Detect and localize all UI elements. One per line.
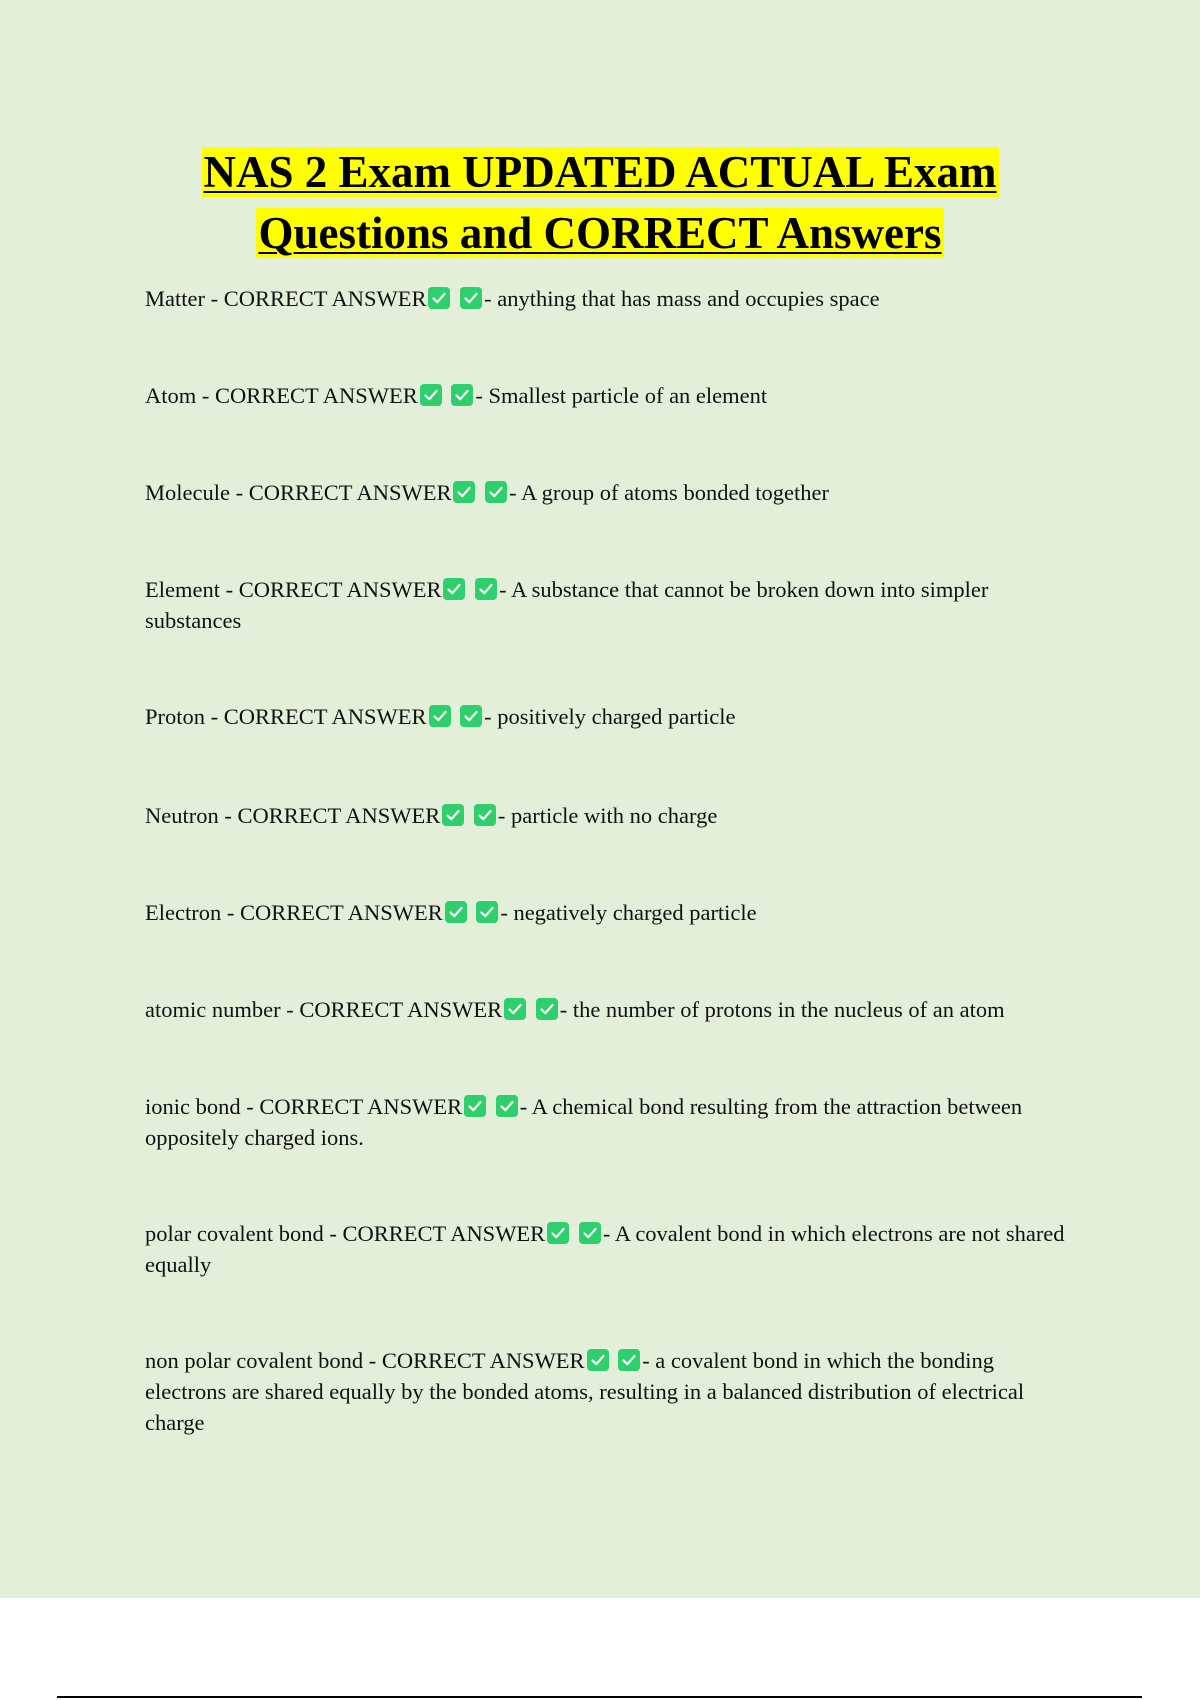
qa-item xyxy=(145,380,1080,411)
qa-term: Element xyxy=(145,577,220,602)
qa-answer: - the number of protons in the nucleus of an atom xyxy=(559,997,1005,1022)
qa-term: atomic number xyxy=(145,997,281,1022)
qa-answer: - A covalent bond in which electrons are not shared equally xyxy=(145,1221,1065,1277)
check-mark-icon xyxy=(420,384,442,406)
qa-term: Proton xyxy=(145,704,206,729)
check-mark-icon xyxy=(476,901,498,923)
check-mark-icon xyxy=(451,384,473,406)
qa-answer: - positively charged particle xyxy=(484,704,736,729)
qa-term: Molecule xyxy=(145,480,230,505)
qa-item xyxy=(145,800,1080,831)
check-mark-icon xyxy=(475,578,497,600)
qa-separator: - CORRECT ANSWER xyxy=(368,1348,585,1373)
qa-item xyxy=(145,1091,1080,1153)
check-mark-icon xyxy=(504,998,526,1020)
qa-separator: - CORRECT ANSWER xyxy=(246,1094,463,1119)
check-mark-icon xyxy=(474,804,496,826)
check-mark-icon xyxy=(443,578,465,600)
check-mark-icon xyxy=(442,804,464,826)
qa-item xyxy=(145,283,1080,314)
check-mark-icon xyxy=(453,481,475,503)
check-mark-icon xyxy=(460,287,482,309)
qa-term: Neutron xyxy=(145,803,219,828)
footer-divider xyxy=(57,1696,1142,1698)
check-mark-icon xyxy=(547,1222,569,1244)
qa-separator: - CORRECT ANSWER xyxy=(224,803,441,828)
check-mark-icon xyxy=(428,287,450,309)
qa-separator: - CORRECT ANSWER xyxy=(329,1221,546,1246)
qa-item xyxy=(145,1345,1080,1438)
qa-term: ionic bond xyxy=(145,1094,241,1119)
qa-item xyxy=(145,994,1080,1025)
qa-separator: - CORRECT ANSWER xyxy=(201,383,418,408)
qa-answer: - negatively charged particle xyxy=(500,900,757,925)
document-title xyxy=(0,142,1200,264)
check-mark-icon xyxy=(485,481,507,503)
qa-item xyxy=(145,1218,1080,1280)
check-mark-icon xyxy=(496,1095,518,1117)
qa-term: Electron xyxy=(145,900,222,925)
qa-answer: - A substance that cannot be broken down into simpler substances xyxy=(145,577,989,633)
qa-answer: - a covalent bond in which the bonding electrons are shared equally by the bonded atoms, resulting in a balanced distribution of electrical charge xyxy=(145,1348,1025,1435)
qa-separator: - CORRECT ANSWER xyxy=(235,480,452,505)
title-line-1: NAS 2 Exam UPDATED ACTUAL Exam xyxy=(203,147,997,197)
qa-answer: - A chemical bond resulting from the attraction between oppositely charged ions. xyxy=(145,1094,1023,1150)
qa-item xyxy=(145,574,1080,636)
qa-separator: - CORRECT ANSWER xyxy=(226,900,443,925)
check-mark-icon xyxy=(536,998,558,1020)
qa-answer: - particle with no charge xyxy=(497,803,718,828)
qa-answer: - Smallest particle of an element xyxy=(475,383,768,408)
qa-item xyxy=(145,701,1080,732)
check-mark-icon xyxy=(587,1349,609,1371)
check-mark-icon xyxy=(429,705,451,727)
check-mark-icon xyxy=(445,901,467,923)
qa-term: polar covalent bond xyxy=(145,1221,324,1246)
qa-separator: - CORRECT ANSWER xyxy=(286,997,503,1022)
check-mark-icon xyxy=(579,1222,601,1244)
qa-term: Atom xyxy=(145,383,197,408)
qa-separator: - CORRECT ANSWER xyxy=(225,577,442,602)
title-line-2: Questions and CORRECT Answers xyxy=(258,208,942,258)
qa-separator: - CORRECT ANSWER xyxy=(210,704,427,729)
qa-answer: - anything that has mass and occupies space xyxy=(484,286,880,311)
qa-item xyxy=(145,477,1080,508)
qa-separator: - CORRECT ANSWER xyxy=(210,286,427,311)
check-mark-icon xyxy=(618,1349,640,1371)
qa-term: non polar covalent bond xyxy=(145,1348,364,1373)
qa-answer: - A group of atoms bonded together xyxy=(509,480,830,505)
check-mark-icon xyxy=(464,1095,486,1117)
check-mark-icon xyxy=(460,705,482,727)
qa-item xyxy=(145,897,1080,928)
qa-term: Matter xyxy=(145,286,205,311)
